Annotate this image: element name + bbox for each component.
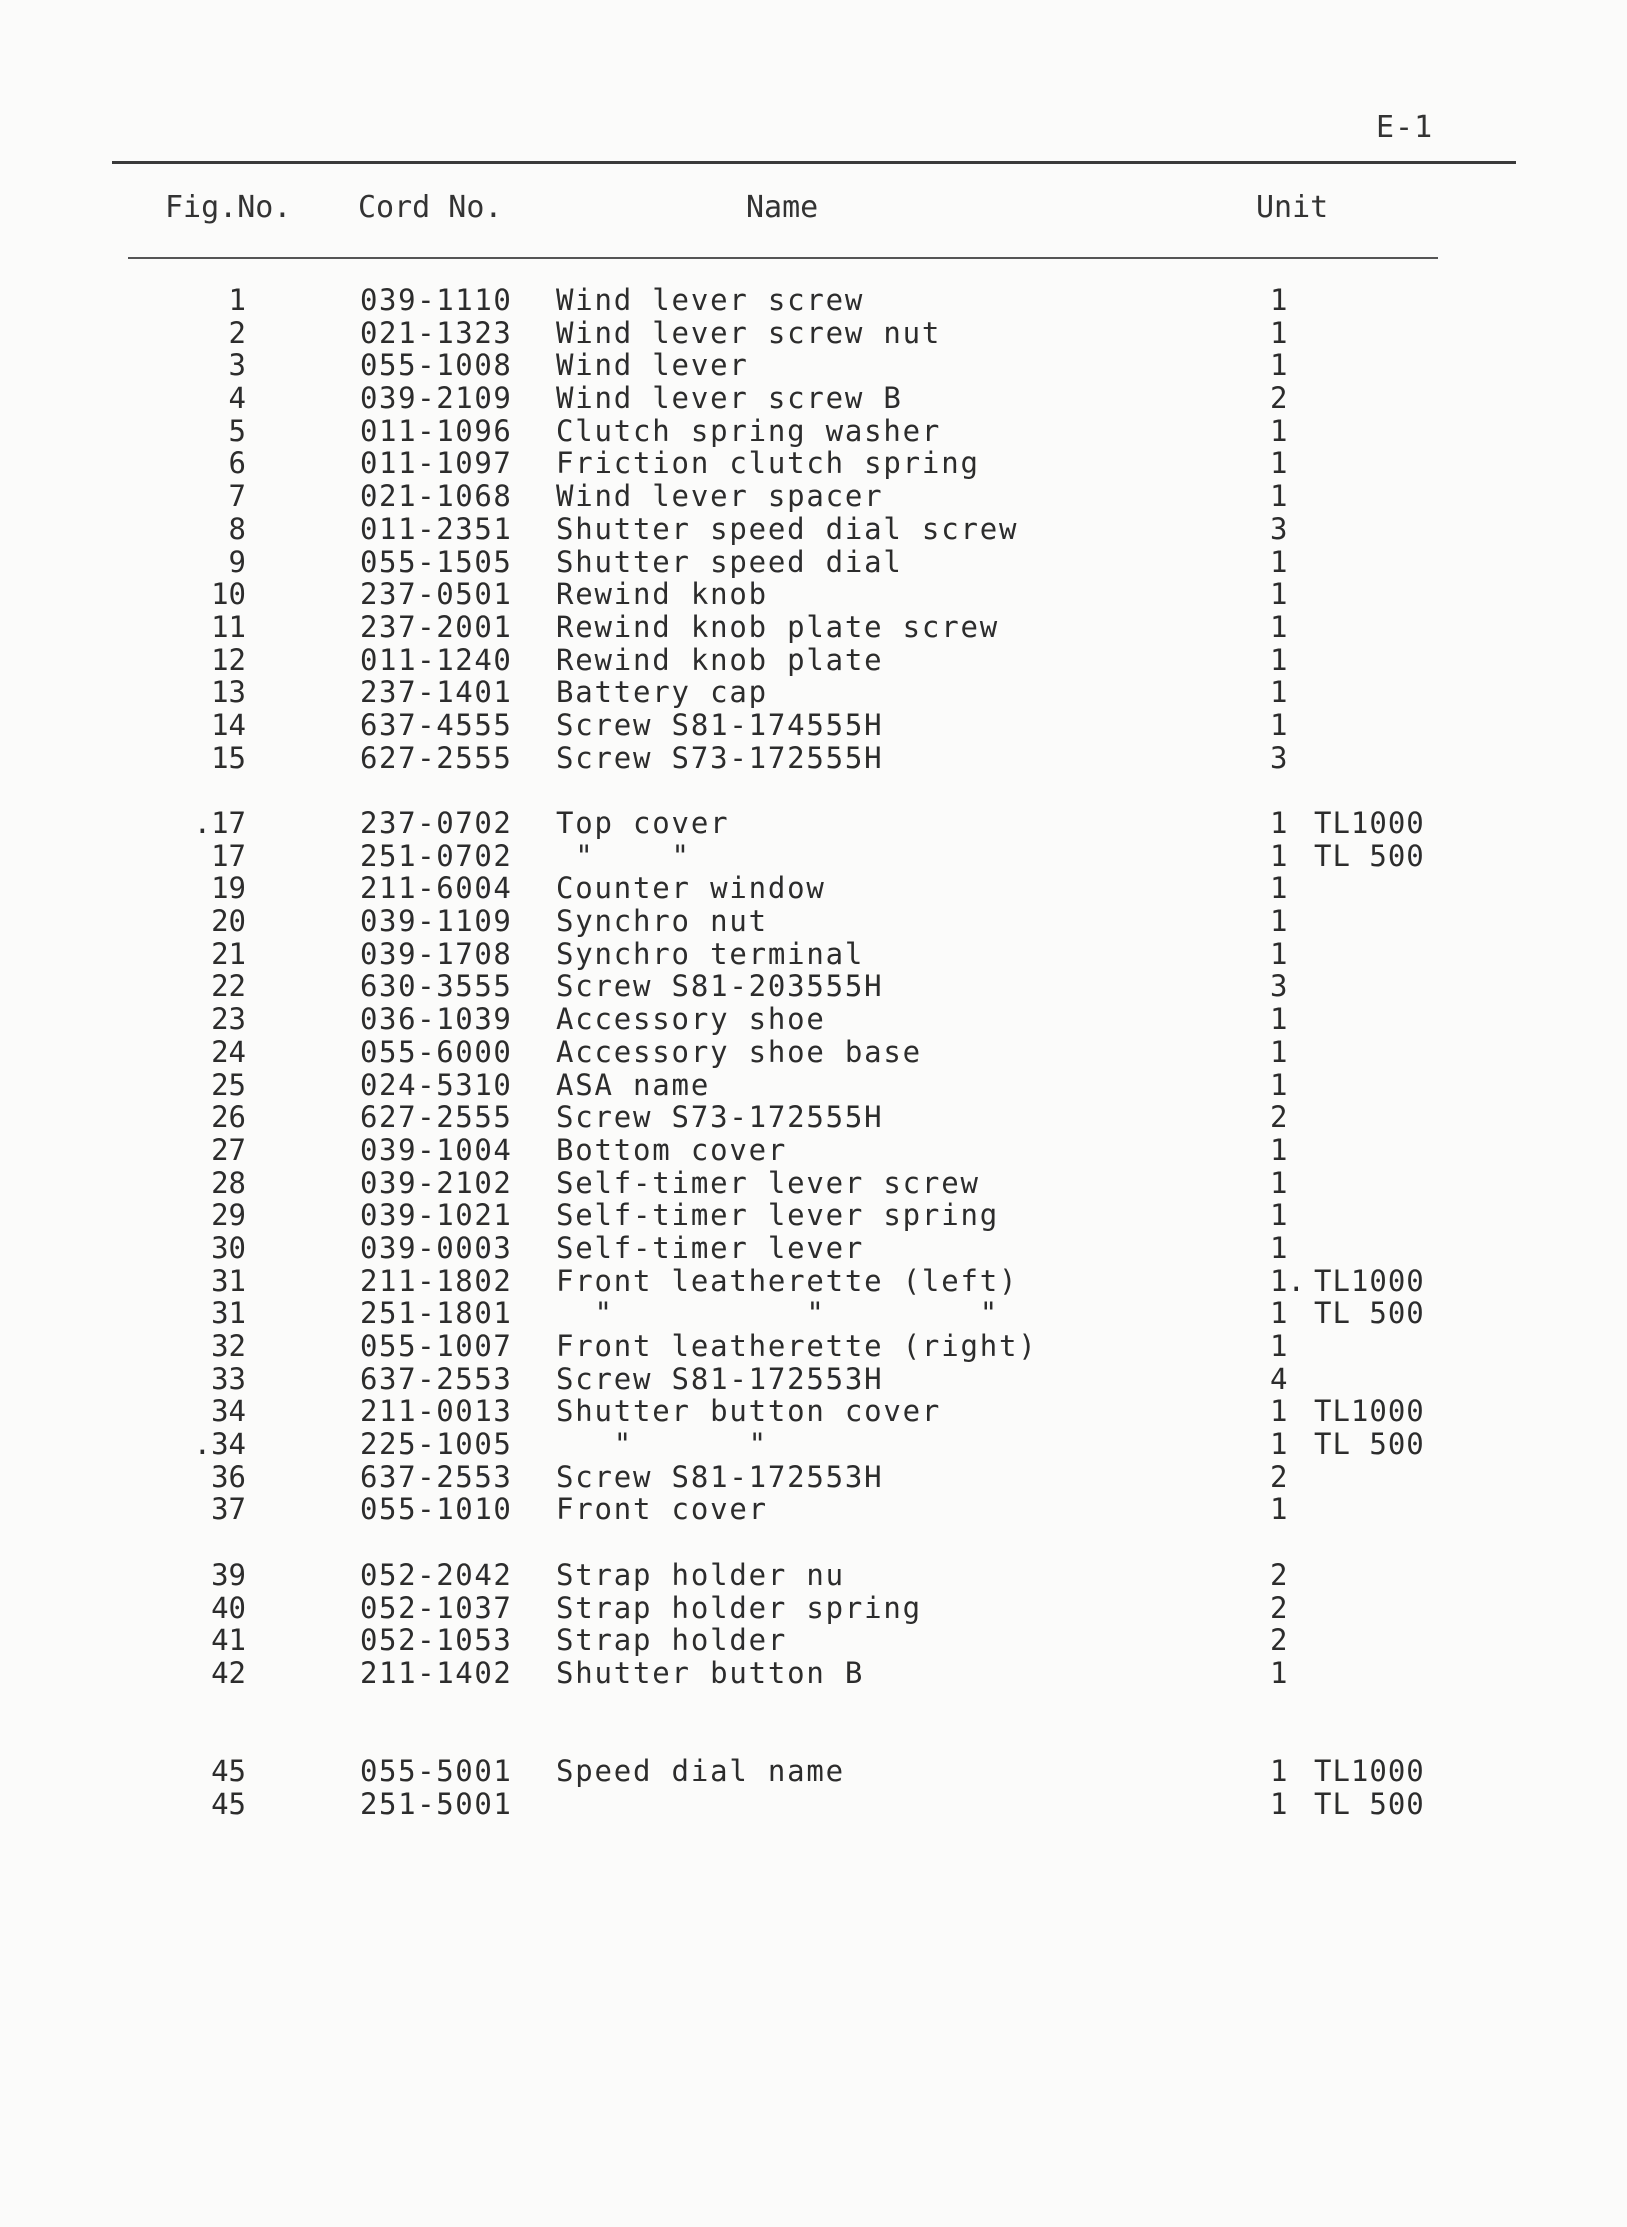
unit-cell: 2 bbox=[1270, 1100, 1288, 1135]
name-cell: Self-timer lever screw bbox=[556, 1165, 980, 1200]
fig-no-cell: 32 bbox=[211, 1329, 246, 1363]
header-cord-no: Cord No. bbox=[358, 190, 503, 225]
name-cell: Shutter button cover bbox=[556, 1394, 942, 1429]
fig-no-cell: 41 bbox=[211, 1623, 246, 1658]
table-row bbox=[0, 546, 1627, 579]
blank-line bbox=[0, 1690, 1627, 1723]
unit-cell: 1 bbox=[1270, 871, 1288, 906]
table-row bbox=[0, 938, 1627, 971]
unit-cell: 1 bbox=[1270, 1492, 1288, 1527]
fig-no-cell: 25 bbox=[211, 1067, 246, 1102]
model-note-cell: TL1000 bbox=[1314, 1394, 1425, 1429]
name-cell: Strap holder spring bbox=[556, 1590, 922, 1625]
page-number: E-1 bbox=[1376, 110, 1434, 145]
name-cell: Screw S73-172555H bbox=[556, 1100, 884, 1135]
name-cell: Shutter button B bbox=[556, 1655, 865, 1690]
fig-no-cell: .34 bbox=[193, 1427, 246, 1462]
table-row bbox=[0, 447, 1627, 480]
cord-no-cell: 039-1708 bbox=[360, 936, 513, 971]
fig-no-cell: 8 bbox=[228, 511, 246, 546]
fig-no-cell: 19 bbox=[211, 871, 246, 906]
name-cell: Self-timer lever spring bbox=[556, 1198, 999, 1233]
table-row bbox=[0, 1788, 1627, 1821]
unit-cell: 1 bbox=[1270, 1002, 1288, 1037]
fig-no-cell: 7 bbox=[228, 479, 246, 514]
table-row bbox=[0, 1330, 1627, 1363]
fig-no-cell: 34 bbox=[211, 1394, 246, 1429]
cord-no-cell: 039-1110 bbox=[360, 283, 513, 317]
name-cell: Rewind knob plate screw bbox=[556, 609, 999, 644]
unit-cell: 1 bbox=[1270, 1165, 1288, 1200]
name-cell: Wind lever screw bbox=[556, 283, 865, 317]
cord-no-cell: 237-0702 bbox=[360, 806, 513, 840]
table-row bbox=[0, 709, 1627, 742]
fig-no-cell: 31 bbox=[211, 1263, 246, 1298]
model-note-cell: TL1000 bbox=[1314, 1263, 1425, 1298]
table-row bbox=[0, 1461, 1627, 1494]
fig-no-cell: 21 bbox=[211, 936, 246, 971]
unit-cell: 1 bbox=[1270, 1034, 1288, 1069]
table-row bbox=[0, 480, 1627, 513]
name-cell: Self-timer lever bbox=[556, 1230, 865, 1265]
name-cell: Friction clutch spring bbox=[556, 446, 980, 481]
table-row bbox=[0, 1167, 1627, 1200]
name-cell: " " bbox=[556, 838, 691, 873]
cord-no-cell: 055-1505 bbox=[360, 544, 513, 579]
model-note-cell: TL1000 bbox=[1314, 806, 1425, 840]
unit-cell: 1 bbox=[1270, 1753, 1288, 1788]
cord-no-cell: 011-2351 bbox=[360, 511, 513, 546]
unit-cell: 1 bbox=[1270, 446, 1288, 481]
unit-cell: 1 bbox=[1270, 642, 1288, 677]
fig-no-cell: 2 bbox=[228, 315, 246, 350]
name-cell: Synchro terminal bbox=[556, 936, 865, 971]
header-rule bbox=[128, 257, 1438, 259]
name-cell: Wind lever spacer bbox=[556, 479, 884, 514]
name-cell: Wind lever screw B bbox=[556, 381, 903, 416]
name-cell: Clutch spring washer bbox=[556, 413, 942, 448]
table-row bbox=[0, 513, 1627, 546]
cord-no-cell: 011-1096 bbox=[360, 413, 513, 448]
name-cell: Top cover bbox=[556, 806, 730, 840]
name-cell: Shutter speed dial bbox=[556, 544, 903, 579]
name-cell: Counter window bbox=[556, 871, 826, 906]
unit-cell: 2 bbox=[1270, 1590, 1288, 1625]
header-name: Name bbox=[746, 190, 819, 225]
fig-no-cell: 33 bbox=[211, 1361, 246, 1396]
header-fig-no: Fig.No. bbox=[165, 190, 292, 225]
name-cell: Screw S81-174555H bbox=[556, 707, 884, 742]
table-row bbox=[0, 1624, 1627, 1657]
fig-no-cell: 9 bbox=[228, 544, 246, 579]
name-cell: Accessory shoe bbox=[556, 1002, 826, 1037]
table-row bbox=[0, 1297, 1627, 1330]
unit-cell: 1 bbox=[1270, 544, 1288, 579]
cord-no-cell: 251-5001 bbox=[360, 1786, 513, 1821]
unit-cell: 1 bbox=[1270, 936, 1288, 971]
model-note-cell: TL 500 bbox=[1314, 1296, 1425, 1331]
table-row bbox=[0, 578, 1627, 611]
fig-no-cell: 45 bbox=[211, 1753, 246, 1788]
unit-cell: 2 bbox=[1270, 1623, 1288, 1658]
fig-no-cell: 26 bbox=[211, 1100, 246, 1135]
unit-cell: 1 bbox=[1270, 1067, 1288, 1102]
unit-cell: 3 bbox=[1270, 511, 1288, 546]
name-cell: ASA name bbox=[556, 1067, 711, 1102]
table-row bbox=[0, 1101, 1627, 1134]
unit-cell: 1 bbox=[1270, 609, 1288, 644]
cord-no-cell: 627-2555 bbox=[360, 740, 513, 775]
model-note-cell: TL 500 bbox=[1314, 1786, 1425, 1821]
table-row bbox=[0, 415, 1627, 448]
table-row bbox=[0, 1036, 1627, 1069]
unit-cell: 1 bbox=[1270, 1198, 1288, 1233]
table-row bbox=[0, 1363, 1627, 1396]
table-row bbox=[0, 742, 1627, 775]
fig-no-cell: 14 bbox=[211, 707, 246, 742]
fig-no-cell: 4 bbox=[228, 381, 246, 416]
table-row bbox=[0, 1395, 1627, 1428]
cord-no-cell: 039-2102 bbox=[360, 1165, 513, 1200]
name-cell: Wind lever bbox=[556, 348, 749, 383]
parts-table bbox=[0, 284, 1627, 1820]
cord-no-cell: 637-4555 bbox=[360, 707, 513, 742]
fig-no-cell: 13 bbox=[211, 675, 246, 710]
name-cell: Front cover bbox=[556, 1492, 768, 1527]
model-note-cell: TL 500 bbox=[1314, 1427, 1425, 1462]
unit-cell: 1 bbox=[1270, 1132, 1288, 1167]
model-note-cell: TL1000 bbox=[1314, 1753, 1425, 1788]
unit-cell: 1 bbox=[1270, 1329, 1288, 1363]
fig-no-cell: 40 bbox=[211, 1590, 246, 1625]
table-row bbox=[0, 349, 1627, 382]
unit-cell: 1. bbox=[1270, 1263, 1305, 1298]
blank-line bbox=[0, 1722, 1627, 1755]
cord-no-cell: 039-0003 bbox=[360, 1230, 513, 1265]
table-row bbox=[0, 840, 1627, 873]
fig-no-cell: 30 bbox=[211, 1230, 246, 1265]
fig-no-cell: 15 bbox=[211, 740, 246, 775]
fig-no-cell: 6 bbox=[228, 446, 246, 481]
name-cell: Battery cap bbox=[556, 675, 768, 710]
unit-cell: 2 bbox=[1270, 1557, 1288, 1592]
unit-cell: 1 bbox=[1270, 1394, 1288, 1429]
name-cell: Shutter speed dial screw bbox=[556, 511, 1019, 546]
table-row bbox=[0, 317, 1627, 350]
fig-no-cell: 1 bbox=[228, 283, 246, 317]
unit-cell: 1 bbox=[1270, 707, 1288, 742]
fig-no-cell: 31 bbox=[211, 1296, 246, 1331]
cord-no-cell: 637-2553 bbox=[360, 1361, 513, 1396]
cord-no-cell: 251-1801 bbox=[360, 1296, 513, 1331]
fig-no-cell: 20 bbox=[211, 904, 246, 939]
table-row bbox=[0, 1592, 1627, 1625]
unit-cell: 1 bbox=[1270, 577, 1288, 612]
cord-no-cell: 039-2109 bbox=[360, 381, 513, 416]
cord-no-cell: 055-1008 bbox=[360, 348, 513, 383]
table-row bbox=[0, 905, 1627, 938]
table-row bbox=[0, 284, 1627, 317]
cord-no-cell: 211-0013 bbox=[360, 1394, 513, 1429]
name-cell: Screw S73-172555H bbox=[556, 740, 884, 775]
cord-no-cell: 039-1004 bbox=[360, 1132, 513, 1167]
cord-no-cell: 021-1323 bbox=[360, 315, 513, 350]
cord-no-cell: 211-1802 bbox=[360, 1263, 513, 1298]
fig-no-cell: 29 bbox=[211, 1198, 246, 1233]
cord-no-cell: 225-1005 bbox=[360, 1427, 513, 1462]
cord-no-cell: 630-3555 bbox=[360, 969, 513, 1004]
fig-no-cell: 45 bbox=[211, 1786, 246, 1821]
unit-cell: 3 bbox=[1270, 969, 1288, 1004]
cord-no-cell: 024-5310 bbox=[360, 1067, 513, 1102]
name-cell: Rewind knob plate bbox=[556, 642, 884, 677]
unit-cell: 1 bbox=[1270, 1786, 1288, 1821]
cord-no-cell: 052-1037 bbox=[360, 1590, 513, 1625]
cord-no-cell: 039-1109 bbox=[360, 904, 513, 939]
name-cell: Front leatherette (right) bbox=[556, 1329, 1038, 1363]
unit-cell: 4 bbox=[1270, 1361, 1288, 1396]
blank-line bbox=[0, 1526, 1627, 1559]
cord-no-cell: 055-5001 bbox=[360, 1753, 513, 1788]
name-cell: Rewind knob bbox=[556, 577, 768, 612]
unit-cell: 1 bbox=[1270, 904, 1288, 939]
table-row bbox=[0, 1199, 1627, 1232]
model-note-cell: TL 500 bbox=[1314, 838, 1425, 873]
table-row bbox=[0, 644, 1627, 677]
name-cell: Screw S81-172553H bbox=[556, 1459, 884, 1494]
top-rule bbox=[112, 161, 1516, 164]
unit-cell: 2 bbox=[1270, 1459, 1288, 1494]
table-row bbox=[0, 1493, 1627, 1526]
unit-cell: 3 bbox=[1270, 740, 1288, 775]
name-cell: " " " bbox=[556, 1296, 999, 1331]
fig-no-cell: 17 bbox=[211, 838, 246, 873]
unit-cell: 1 bbox=[1270, 806, 1288, 840]
fig-no-cell: 23 bbox=[211, 1002, 246, 1037]
fig-no-cell: 24 bbox=[211, 1034, 246, 1069]
blank-line bbox=[0, 774, 1627, 807]
unit-cell: 1 bbox=[1270, 479, 1288, 514]
unit-cell: 1 bbox=[1270, 1655, 1288, 1690]
unit-cell: 1 bbox=[1270, 838, 1288, 873]
unit-cell: 1 bbox=[1270, 1230, 1288, 1265]
cord-no-cell: 055-1010 bbox=[360, 1492, 513, 1527]
name-cell: Screw S81-172553H bbox=[556, 1361, 884, 1396]
table-row bbox=[0, 1134, 1627, 1167]
name-cell: Screw S81-203555H bbox=[556, 969, 884, 1004]
table-row bbox=[0, 1069, 1627, 1102]
cord-no-cell: 011-1240 bbox=[360, 642, 513, 677]
fig-no-cell: 39 bbox=[211, 1557, 246, 1592]
fig-no-cell: 5 bbox=[228, 413, 246, 448]
name-cell: Strap holder bbox=[556, 1623, 788, 1658]
table-row bbox=[0, 1003, 1627, 1036]
table-row bbox=[0, 1559, 1627, 1592]
table-row bbox=[0, 1428, 1627, 1461]
name-cell: Speed dial name bbox=[556, 1753, 845, 1788]
cord-no-cell: 039-1021 bbox=[360, 1198, 513, 1233]
cord-no-cell: 627-2555 bbox=[360, 1100, 513, 1135]
unit-cell: 1 bbox=[1270, 413, 1288, 448]
table-row bbox=[0, 807, 1627, 840]
cord-no-cell: 036-1039 bbox=[360, 1002, 513, 1037]
cord-no-cell: 055-1007 bbox=[360, 1329, 513, 1363]
table-row bbox=[0, 872, 1627, 905]
table-row bbox=[0, 1755, 1627, 1788]
unit-cell: 1 bbox=[1270, 315, 1288, 350]
fig-no-cell: 3 bbox=[228, 348, 246, 383]
unit-cell: 1 bbox=[1270, 348, 1288, 383]
fig-no-cell: 36 bbox=[211, 1459, 246, 1494]
cord-no-cell: 251-0702 bbox=[360, 838, 513, 873]
unit-cell: 1 bbox=[1270, 283, 1288, 317]
cord-no-cell: 237-0501 bbox=[360, 577, 513, 612]
fig-no-cell: 22 bbox=[211, 969, 246, 1004]
cord-no-cell: 637-2553 bbox=[360, 1459, 513, 1494]
cord-no-cell: 052-2042 bbox=[360, 1557, 513, 1592]
fig-no-cell: 28 bbox=[211, 1165, 246, 1200]
cord-no-cell: 237-1401 bbox=[360, 675, 513, 710]
cord-no-cell: 055-6000 bbox=[360, 1034, 513, 1069]
name-cell: " " bbox=[556, 1427, 768, 1462]
table-row bbox=[0, 382, 1627, 415]
table-row bbox=[0, 1265, 1627, 1298]
cord-no-cell: 011-1097 bbox=[360, 446, 513, 481]
name-cell: Accessory shoe base bbox=[556, 1034, 922, 1069]
fig-no-cell: .17 bbox=[193, 806, 246, 840]
cord-no-cell: 237-2001 bbox=[360, 609, 513, 644]
fig-no-cell: 11 bbox=[211, 609, 246, 644]
fig-no-cell: 37 bbox=[211, 1492, 246, 1527]
name-cell: Front leatherette (left) bbox=[556, 1263, 1019, 1298]
unit-cell: 1 bbox=[1270, 1427, 1288, 1462]
fig-no-cell: 42 bbox=[211, 1655, 246, 1690]
name-cell: Synchro nut bbox=[556, 904, 768, 939]
fig-no-cell: 12 bbox=[211, 642, 246, 677]
table-row bbox=[0, 970, 1627, 1003]
cord-no-cell: 211-6004 bbox=[360, 871, 513, 906]
table-row bbox=[0, 1232, 1627, 1265]
cord-no-cell: 021-1068 bbox=[360, 479, 513, 514]
fig-no-cell: 10 bbox=[211, 577, 246, 612]
cord-no-cell: 052-1053 bbox=[360, 1623, 513, 1658]
fig-no-cell: 27 bbox=[211, 1132, 246, 1167]
header-unit: Unit bbox=[1256, 190, 1329, 225]
table-row bbox=[0, 611, 1627, 644]
cord-no-cell: 211-1402 bbox=[360, 1655, 513, 1690]
unit-cell: 1 bbox=[1270, 675, 1288, 710]
table-row bbox=[0, 676, 1627, 709]
name-cell: Bottom cover bbox=[556, 1132, 788, 1167]
table-row bbox=[0, 1657, 1627, 1690]
unit-cell: 2 bbox=[1270, 381, 1288, 416]
name-cell: Strap holder nu bbox=[556, 1557, 845, 1592]
unit-cell: 1 bbox=[1270, 1296, 1288, 1331]
name-cell: Wind lever screw nut bbox=[556, 315, 942, 350]
